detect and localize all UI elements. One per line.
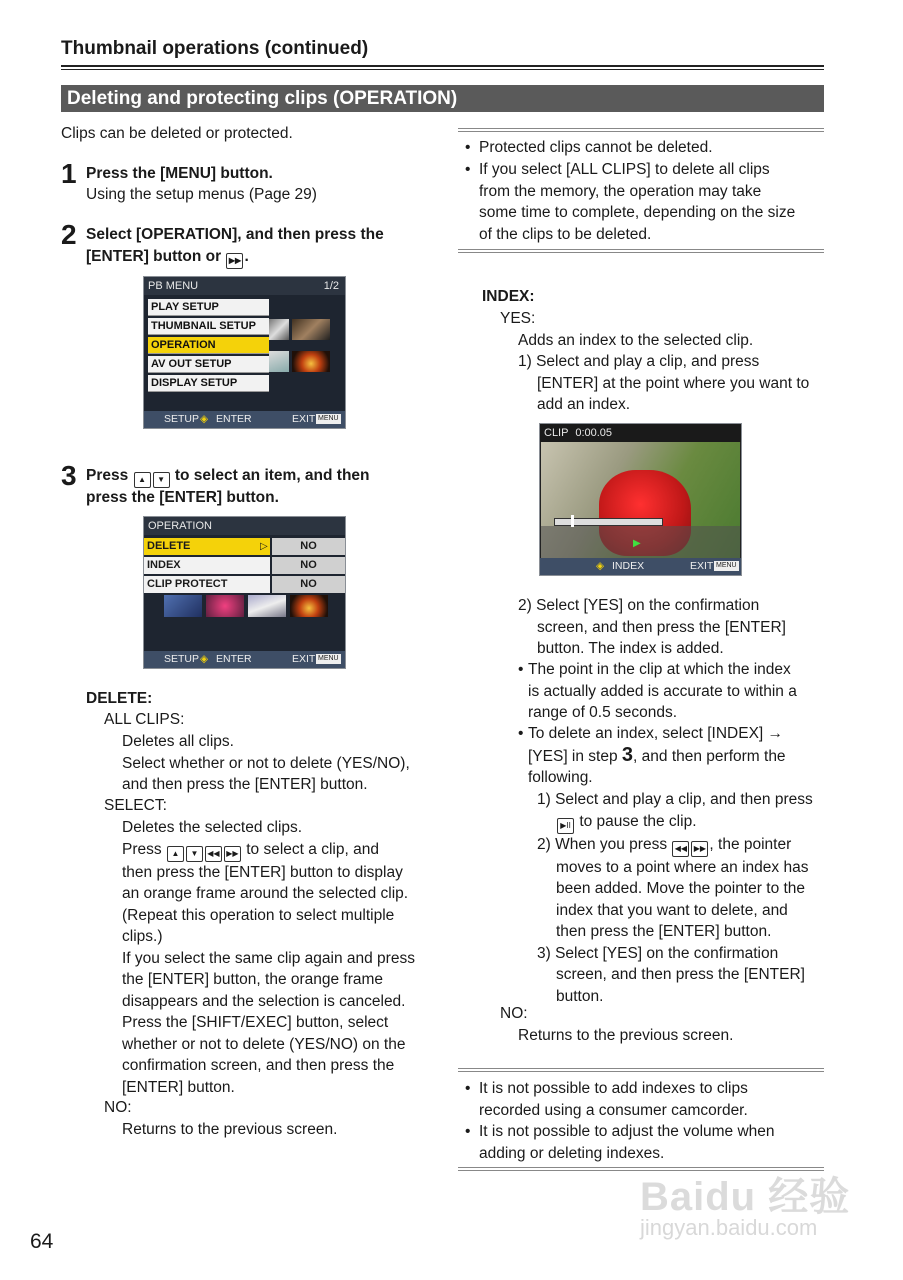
- ff-button-icon: ▶▶: [224, 846, 241, 862]
- note2-bullet-2: It is not possible to adjust the volume when adding or deleting indexes.: [479, 1123, 775, 1162]
- rewind-button-icon: ◀◀: [205, 846, 222, 862]
- menu-key-icon: MENU: [716, 562, 737, 569]
- step-1-title: Press the [MENU] button.: [86, 165, 273, 182]
- pb-menu-screen: [143, 276, 346, 429]
- thumbnail-image: [292, 351, 330, 372]
- step-3-line2: press the [ENTER] button.: [86, 489, 279, 506]
- up-button-icon: ▲: [134, 472, 151, 488]
- pb-menu-item-display-setup: DISPLAY SETUP: [148, 375, 269, 392]
- delete-index-steps: 1) Select and play a clip, and then press ▶II to pause the clip. 2) When you press ◀◀ ▶▶ , the pointer moves to a point where an index has been added. Move the pointer to the index that you want to delete, and then press the [ENTER] button. 3) Select [YES] on the confirmation screen, and then press the [ENTER] button.: [537, 791, 813, 1005]
- note1-bullet-1-dot: •: [465, 139, 471, 156]
- page-header-title: Thumbnail operations (continued): [61, 38, 369, 59]
- note-rule: [458, 252, 824, 253]
- down-button-icon: ▼: [186, 846, 203, 862]
- delete-no-text: Returns to the previous screen.: [122, 1121, 338, 1138]
- note2-bullet-1: It is not possible to add indexes to clips recorded using a consumer camcorder.: [479, 1080, 748, 1119]
- menu-key-icon: MENU: [318, 655, 339, 662]
- clip-label: CLIP: [544, 427, 569, 439]
- thumbnail-image: [269, 351, 289, 372]
- pb-menu-footer: SETUP ◈ ENTER EXIT MENU: [144, 411, 345, 428]
- watermark-brand: Baidu 经验: [640, 1175, 851, 1219]
- watermark-url: jingyan.baidu.com: [640, 1215, 818, 1240]
- step-2-line1: Select [OPERATION], and then press the: [86, 226, 384, 243]
- note1-bullet-1: Protected clips cannot be deleted.: [479, 139, 713, 156]
- step-3-line1: Press ▲ ▼ to select an item, and then: [86, 465, 370, 488]
- play-button-icon: ▶▶: [226, 253, 243, 269]
- index-yes-text: Adds an index to the selected clip.: [518, 332, 754, 349]
- pb-menu-item-play-setup: PLAY SETUP: [148, 299, 269, 316]
- thumbnail-image: [290, 595, 328, 617]
- index-yes-label: YES:: [500, 310, 536, 327]
- pause-button-icon: ▶II: [557, 818, 574, 834]
- up-button-icon: ▲: [167, 846, 184, 862]
- operation-row-delete: DELETE ▷ NO: [144, 538, 345, 555]
- index-heading: INDEX:: [482, 288, 535, 305]
- intro-text: Clips can be deleted or protected.: [61, 125, 293, 142]
- pb-menu-item-thumbnail-setup: THUMBNAIL SETUP: [148, 318, 269, 335]
- joystick-icon: ◈: [200, 653, 209, 665]
- joystick-icon: ◈: [596, 560, 605, 572]
- operation-menu-screen: [143, 516, 346, 669]
- select-press-line: Press ▲ ▼ ◀◀ ▶▶ to select a clip, and: [122, 839, 415, 862]
- thumbnail-image: [292, 319, 330, 340]
- operation-row-index: INDEX NO: [144, 557, 345, 574]
- index-bullet-2: To delete an index, select [INDEX] → [YES] in step 3, and then perform the following.: [528, 725, 786, 786]
- operation-menu-title: OPERATION: [144, 517, 345, 535]
- thumbnail-image: [206, 595, 244, 617]
- delete-no-label: NO:: [104, 1099, 132, 1116]
- operation-menu-footer: SETUP ◈ ENTER EXIT MENU: [144, 651, 345, 668]
- note-rule: [458, 131, 824, 132]
- clip-playback-screen: [539, 423, 742, 576]
- delete-heading: DELETE:: [86, 690, 153, 707]
- step-2-line2: [ENTER] button or ▶▶ .: [86, 246, 249, 269]
- thumbnail-image: [164, 595, 202, 617]
- joystick-icon: ◈: [200, 413, 209, 425]
- note-rule: [458, 1071, 824, 1072]
- clip-title-bar: [540, 424, 741, 442]
- pb-menu-title-bar: PB MENU 1/2: [144, 277, 345, 295]
- select-label: SELECT:: [104, 797, 167, 814]
- index-no-text: Returns to the previous screen.: [518, 1027, 734, 1044]
- section-title-bar: Deleting and protecting clips (OPERATION): [61, 85, 824, 112]
- arrow-right-icon: ▷: [260, 541, 268, 552]
- index-no-label: NO:: [500, 1005, 528, 1022]
- menu-key-icon: MENU: [318, 415, 339, 422]
- pb-menu-item-operation: OPERATION: [148, 337, 269, 354]
- clip-time: 0:00.05: [575, 427, 613, 439]
- step-number-2: 2: [61, 219, 77, 250]
- pb-menu-page: 1/2: [323, 280, 339, 292]
- clip-footer: ◈ INDEX EXIT MENU: [540, 558, 741, 575]
- page-number: 64: [30, 1230, 54, 1253]
- note-rule: [458, 249, 824, 250]
- header-rule: [61, 65, 824, 67]
- thumbnail-image: [248, 595, 286, 617]
- thumbnail-image: [269, 319, 289, 340]
- note-rule: [458, 128, 824, 129]
- index-step2: 2) Select [YES] on the confirmation screen, and then press the [ENTER] button. The index is added.: [518, 597, 786, 657]
- step-number-1: 1: [61, 158, 77, 189]
- pb-menu-item-av-out-setup: AV OUT SETUP: [148, 356, 269, 373]
- all-clips-text: Deletes all clips. Select whether or not to delete (YES/NO), and then press the [ENTER] button.: [122, 733, 410, 793]
- header-rule-thin: [61, 69, 824, 70]
- index-pointer[interactable]: [571, 515, 574, 527]
- step-1-sub: Using the setup menus (Page 29): [86, 186, 317, 203]
- index-bullet-1: The point in the clip at which the index is actually added is accurate to within a range of 0.5 seconds.: [528, 661, 797, 721]
- select-text: Deletes the selected clips. Press ▲ ▼ ◀◀ ▶▶ to select a clip, and then press the [ENTER] button to display an orange frame around the selected clip. (Repeat this operation to select multiple clips.) If you select the same clip again and press the [ENTER] button, the orange frame disappears and the selection is canceled. Press the [SHIFT/EXEC] button, select whether or not to delete (YES/NO) on the confirmation screen, and then press the [ENTER] button.: [122, 819, 415, 1096]
- clip-frame-image: [541, 442, 740, 558]
- operation-row-clip-protect: CLIP PROTECT NO: [144, 576, 345, 593]
- note1-bullet-2-dot: •: [465, 161, 471, 178]
- index-step1: 1) Select and play a clip, and press [ENTER] at the point where you want to add an index.: [518, 353, 810, 413]
- down-button-icon: ▼: [153, 472, 170, 488]
- ff-button-icon: ▶▶: [691, 841, 708, 857]
- step-number-3: 3: [61, 460, 77, 491]
- all-clips-label: ALL CLIPS:: [104, 711, 185, 728]
- play-icon: ▶: [633, 538, 641, 549]
- note-rule: [458, 1068, 824, 1069]
- note1-bullet-2: If you select [ALL CLIPS] to delete all clips from the memory, the operation may take some time to complete, depending on the size of the clips to be deleted.: [479, 161, 796, 243]
- rewind-button-icon: ◀◀: [672, 841, 689, 857]
